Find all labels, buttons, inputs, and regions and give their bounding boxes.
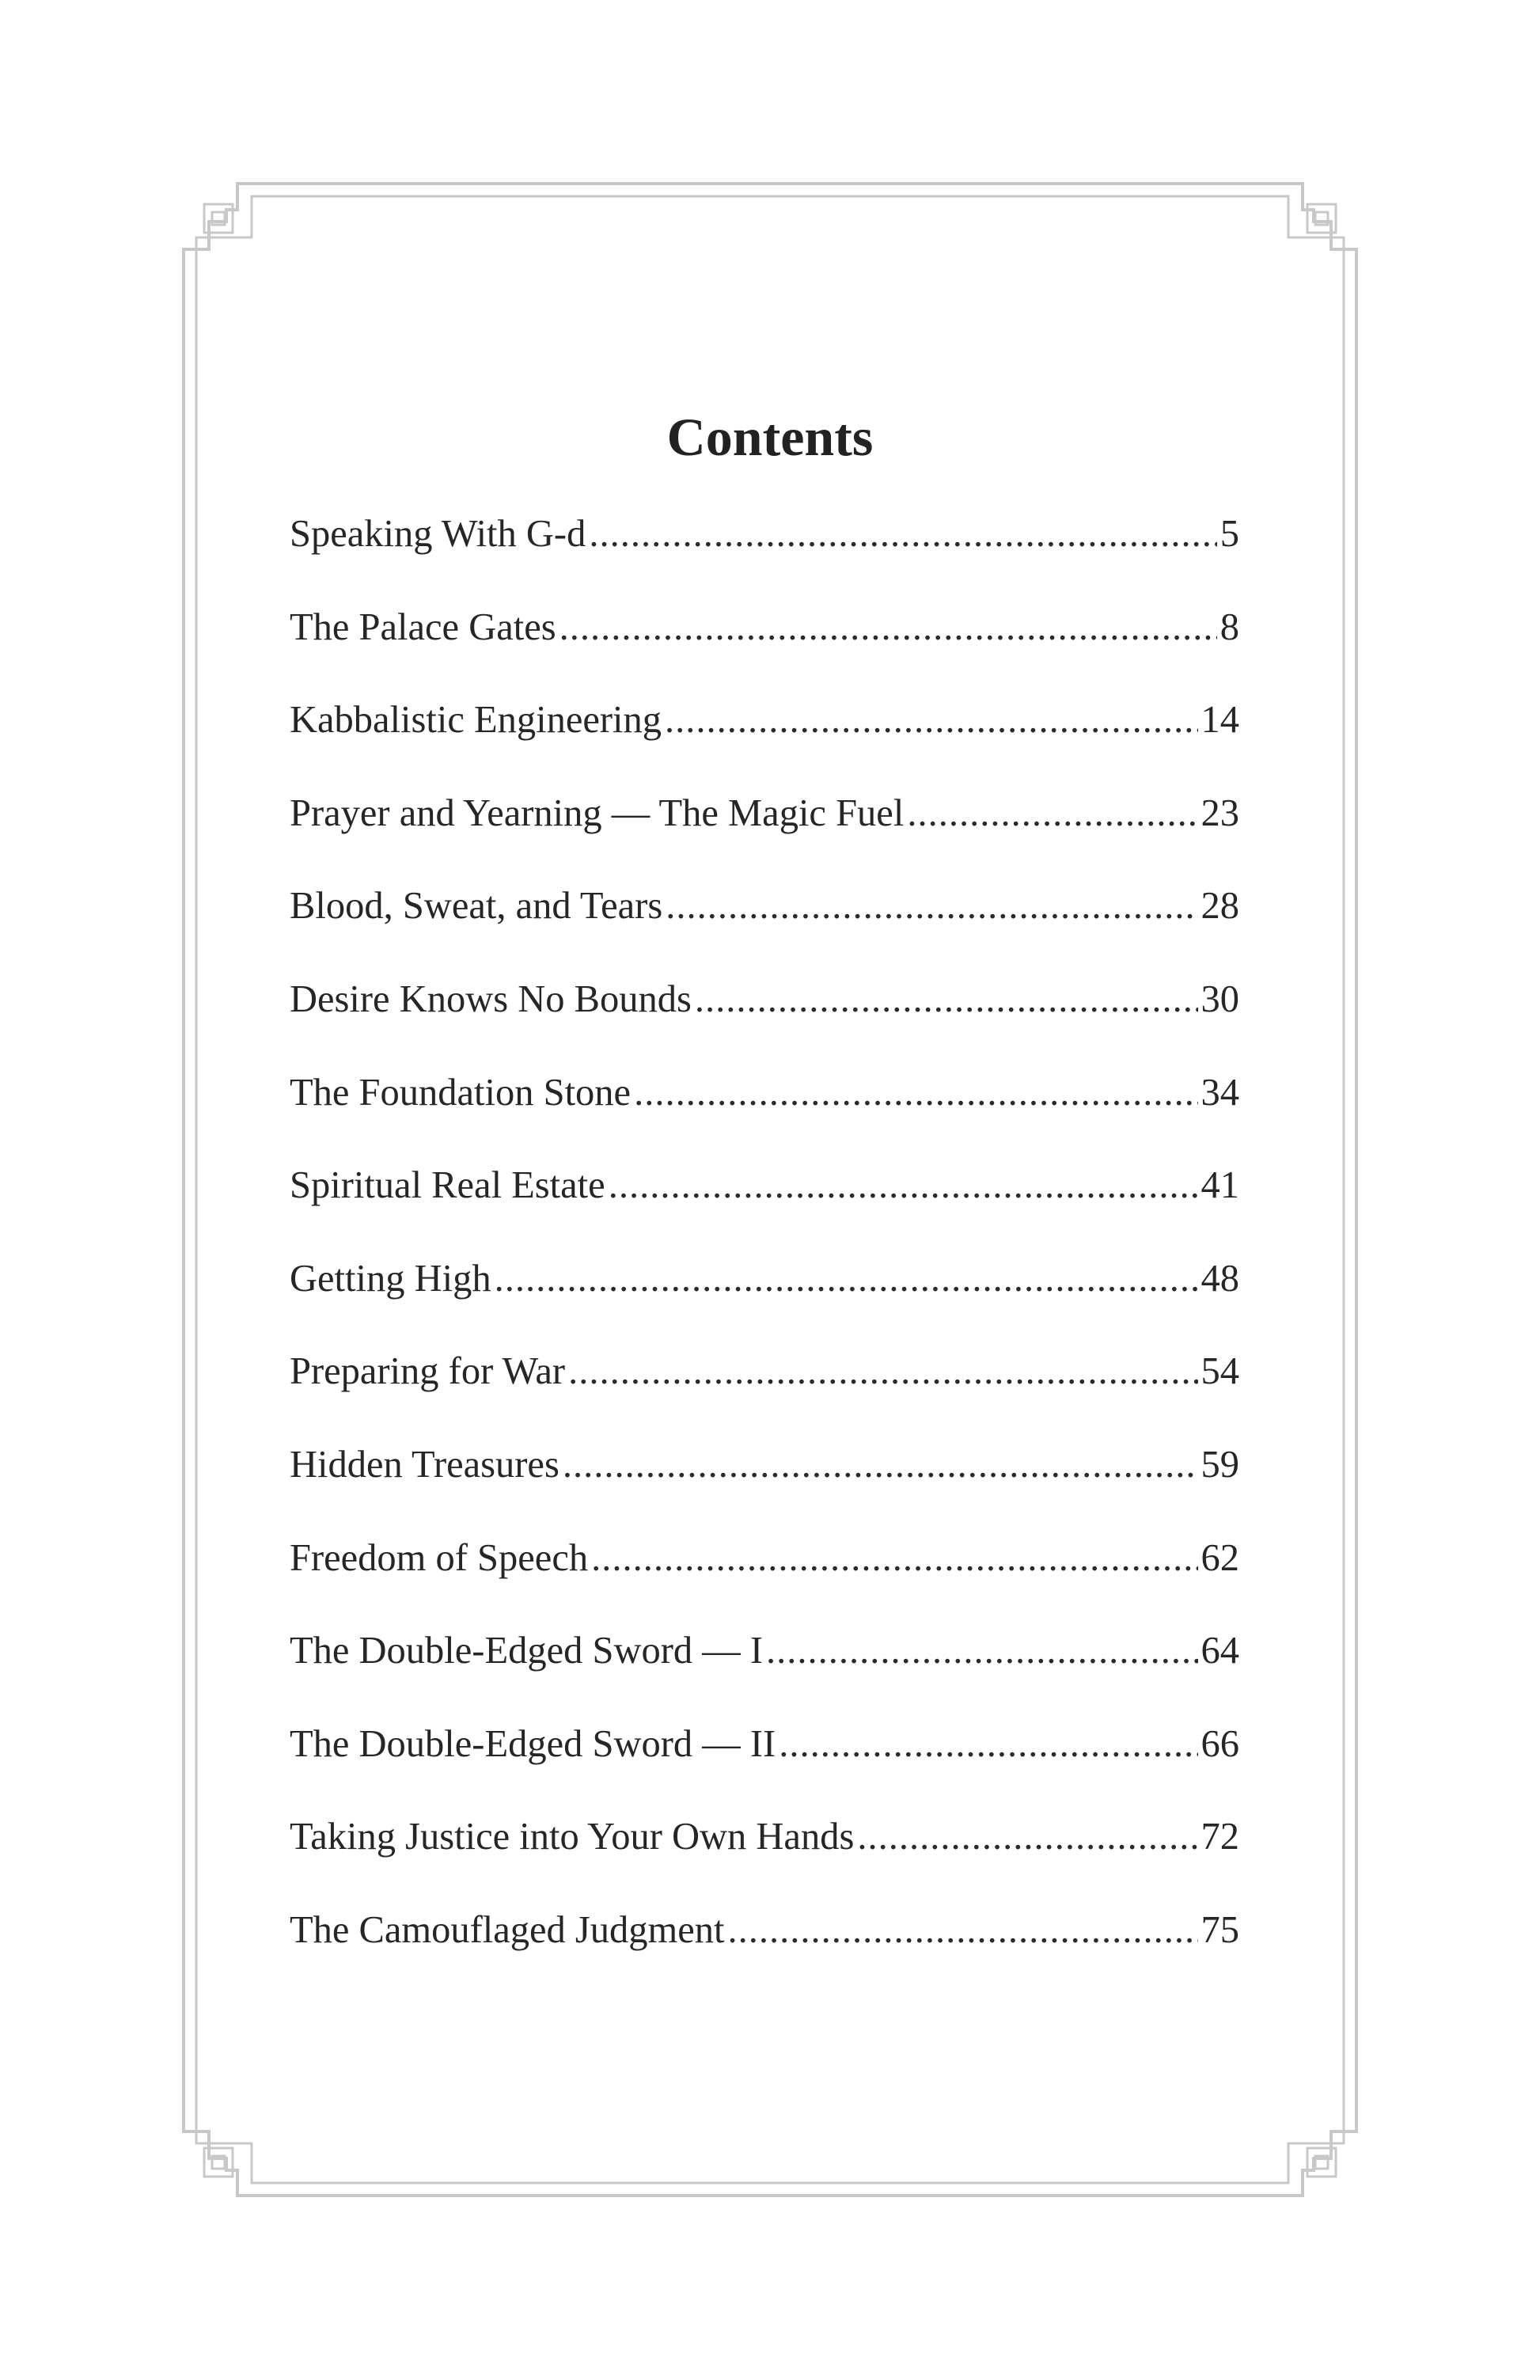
toc-entry-page: 59 — [1201, 1443, 1239, 1486]
toc-entry-title: Taking Justice into Your Own Hands — [290, 1816, 855, 1858]
toc-dot-leader — [907, 786, 1197, 841]
toc-entry-page: 64 — [1201, 1630, 1239, 1672]
toc-entry-page: 66 — [1201, 1722, 1239, 1765]
toc-entry-page: 5 — [1219, 513, 1239, 555]
toc-entry-title: Hidden Treasures — [290, 1443, 559, 1486]
toc-entry-page: 28 — [1201, 885, 1239, 928]
toc-dot-leader — [591, 1531, 1197, 1586]
page-title: Contents — [666, 407, 874, 467]
toc-entry-page: 8 — [1219, 605, 1239, 648]
toc-dot-leader — [563, 1437, 1198, 1493]
toc-entry[interactable] — [290, 1717, 1239, 1810]
toc-entry-page: 48 — [1201, 1257, 1239, 1300]
toc-entry-page: 30 — [1201, 977, 1239, 1020]
toc-entry[interactable] — [290, 600, 1239, 693]
toc-entry-title: Kabbalistic Engineering — [290, 699, 662, 742]
toc-entry-title: Blood, Sweat, and Tears — [290, 885, 663, 928]
toc-dot-leader — [559, 600, 1217, 655]
toc-entry-page: 41 — [1201, 1164, 1239, 1207]
toc-entry-title: The Palace Gates — [290, 605, 556, 648]
toc-entry-title: The Foundation Stone — [290, 1071, 632, 1114]
toc-entry-title: Prayer and Yearning — The Magic Fuel — [290, 791, 905, 834]
toc-entry-title: Desire Knows No Bounds — [290, 977, 692, 1020]
toc-entry-page: 34 — [1201, 1071, 1239, 1114]
toc-entry[interactable] — [290, 786, 1239, 879]
toc-dot-leader — [695, 972, 1198, 1027]
toc-dot-leader — [634, 1065, 1197, 1121]
toc-entry-title: Speaking With G-d — [290, 513, 586, 555]
toc-dot-leader — [857, 1809, 1197, 1865]
toc-entry[interactable] — [290, 972, 1239, 1065]
toc-entry-page: 75 — [1201, 1908, 1239, 1951]
toc-entry[interactable] — [290, 1809, 1239, 1903]
toc-entry-title: Getting High — [290, 1257, 491, 1300]
toc-entry[interactable] — [290, 1531, 1239, 1624]
toc-entry[interactable] — [290, 1158, 1239, 1251]
toc-dot-leader — [766, 1623, 1197, 1679]
toc-entry-title: The Double-Edged Sword — II — [290, 1722, 776, 1765]
toc-dot-leader — [589, 507, 1216, 562]
toc-entry[interactable] — [290, 1903, 1239, 1996]
toc-entry[interactable] — [290, 1065, 1239, 1159]
toc-dot-leader — [609, 1158, 1198, 1213]
toc-entry-title: Freedom of Speech — [290, 1536, 589, 1579]
toc-dot-leader — [779, 1717, 1197, 1772]
toc-entry[interactable] — [290, 1437, 1239, 1531]
toc-entry-page: 23 — [1201, 791, 1239, 834]
toc-dot-leader — [665, 693, 1197, 748]
toc-entry-title: The Camouflaged Judgment — [290, 1908, 725, 1951]
toc-entry-title: The Double-Edged Sword — I — [290, 1630, 764, 1672]
toc-entry[interactable] — [290, 693, 1239, 786]
toc-entry-page: 72 — [1201, 1816, 1239, 1858]
toc-entry[interactable] — [290, 1344, 1239, 1437]
toc-entry-page: 14 — [1201, 699, 1239, 742]
toc-entry-page: 62 — [1201, 1536, 1239, 1579]
toc-dot-leader — [666, 879, 1197, 934]
table-of-contents — [290, 507, 1239, 1996]
toc-dot-leader — [568, 1344, 1197, 1399]
toc-dot-leader — [495, 1251, 1198, 1307]
toc-entry-title: Preparing for War — [290, 1350, 566, 1393]
toc-entry[interactable] — [290, 879, 1239, 972]
toc-dot-leader — [728, 1903, 1198, 1958]
toc-entry-page: 54 — [1201, 1350, 1239, 1393]
toc-entry[interactable] — [290, 1251, 1239, 1345]
toc-entry[interactable] — [290, 507, 1239, 600]
toc-entry-title: Spiritual Real Estate — [290, 1164, 605, 1207]
toc-entry[interactable] — [290, 1623, 1239, 1717]
